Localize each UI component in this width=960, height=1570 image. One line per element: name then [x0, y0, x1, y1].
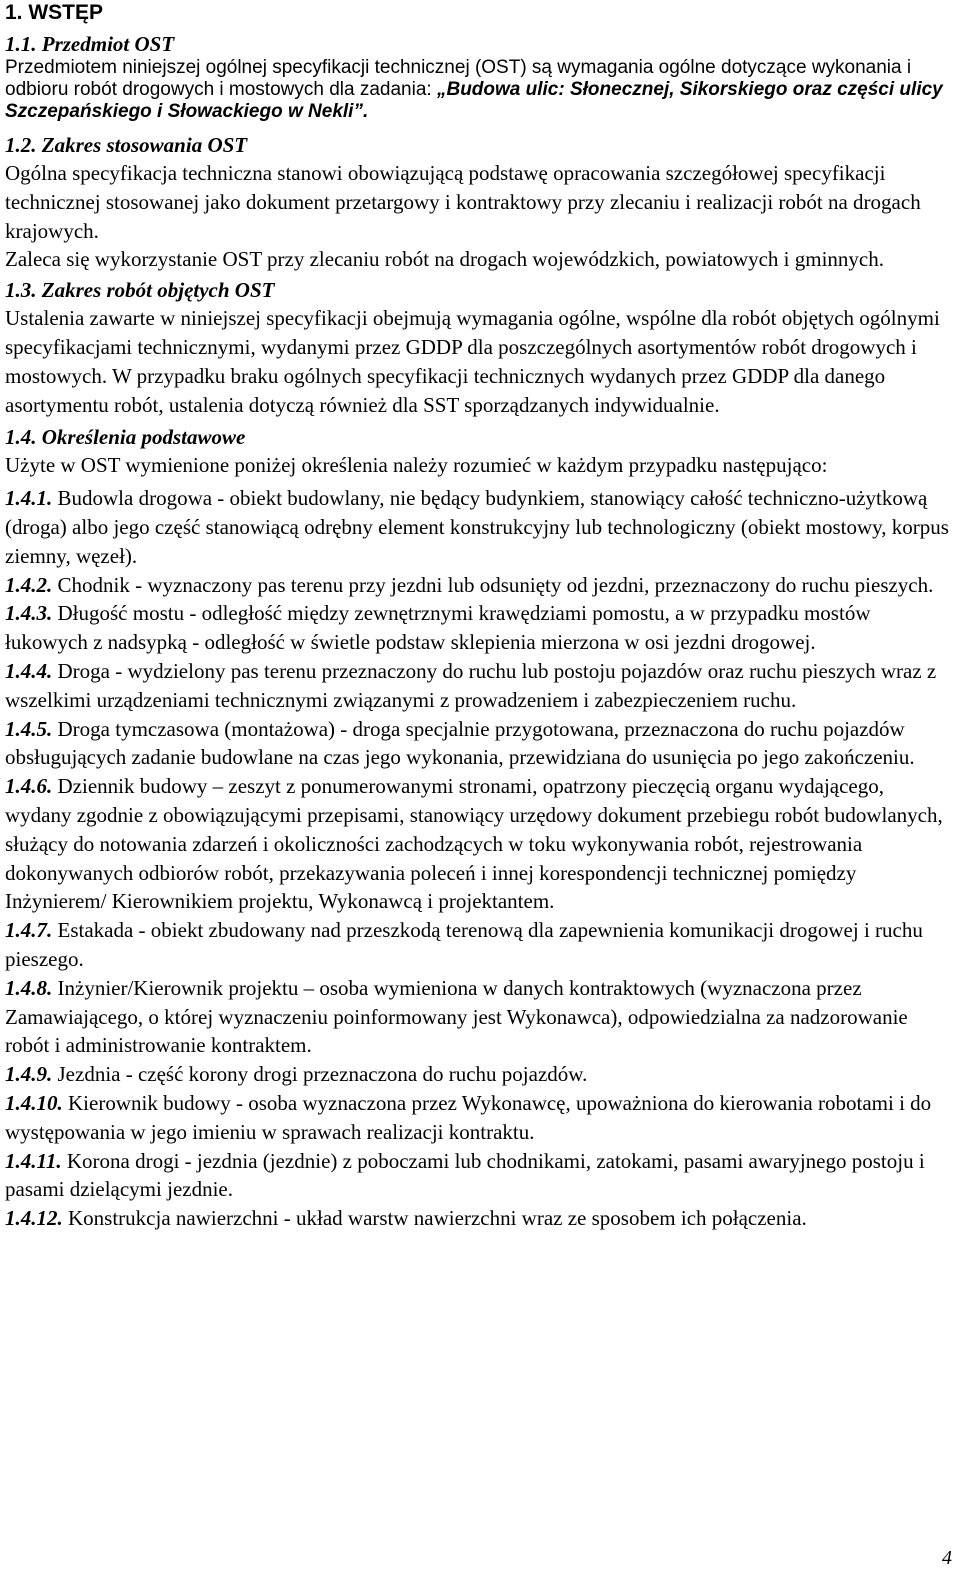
section-number: 1.2. — [5, 133, 37, 157]
page-number: 4 — [942, 1547, 952, 1569]
definition-item — [5, 1204, 953, 1233]
definition-item — [5, 657, 953, 715]
section-heading-1-1 — [5, 31, 953, 57]
section-number: 1.4. — [5, 425, 37, 450]
section-title: Określenia podstawowe — [41, 425, 246, 450]
definition-item — [5, 1089, 953, 1147]
section-heading-1-2 — [5, 131, 953, 159]
definition-text: Inżynier/Kierownik projektu – osoba wymieniona w danych kontraktowych (wyznaczona przez Zamawiającego, o której wyznaczeniu poinformowany jest Wykonawca), odpowiedzialna za nadzorowanie robót i administrowanie kontraktem. — [5, 975, 908, 1058]
definition-item — [5, 1060, 953, 1089]
definition-item — [5, 1147, 953, 1205]
section-paragraph: Ustalenia zawarte w niniejszej specyfikacji obejmują wymagania ogólne, wspólne dla robót objętych ogólnymi specyfikacjami technicznymi, wydanymi przez GDDP dla poszczególnych asortymentów robót drogowych i mostowych. W przypadku braku ogólnych specyfikacji technicznych wydanych przez GDDP dla danego asortymentu robót, ustalenia dotyczą również dla SST sporządzanych indywidualnie. — [5, 306, 940, 417]
definition-item — [5, 599, 953, 657]
chapter-heading: 1. WSTĘP — [5, 1, 104, 24]
definition-item — [5, 484, 953, 570]
definition-item — [5, 916, 953, 974]
definition-number: 1.4.10. — [5, 1090, 63, 1115]
definition-text: Jezdnia - część korony drogi przeznaczona do ruchu pojazdów. — [57, 1062, 588, 1087]
definition-item — [5, 974, 953, 1060]
definition-number: 1.4.5. — [5, 716, 53, 741]
section-paragraph: Ogólna specyfikacja techniczna stanowi obowiązującą podstawę opracowania szczegółowej specyfikacji technicznej stosowanej jako dokument przetargowy i kontraktowy przy zlecaniu i realizacji robót na drogach krajowych. — [5, 161, 921, 243]
definition-number: 1.4.11. — [5, 1148, 62, 1173]
definition-number: 1.4.2. — [5, 572, 53, 597]
definition-text: Estakada - obiekt zbudowany nad przeszkodą terenową dla zapewnienia komunikacji drogowej i ruchu pieszego. — [5, 918, 923, 971]
definition-number: 1.4.6. — [5, 774, 53, 799]
definition-text: Droga - wydzielony pas terenu przeznaczony do ruchu lub postoju pojazdów oraz ruchu pieszych wraz z wszelkimi urządzeniami technicznymi związanymi z prowadzeniem i zabezpieczeniem ruchu. — [5, 658, 937, 712]
section-heading-1-4 — [5, 423, 953, 451]
definition-item — [5, 772, 953, 916]
definition-item — [5, 715, 953, 773]
definition-text: Droga tymczasowa (montażowa) - droga specjalnie przygotowana, przeznaczona do ruchu pojazdów obsługujących zadanie budowlane na czas jego wykonania, przewidziana do usunięcia po jego zakończeniu. — [5, 716, 915, 770]
document-page — [5, 0, 953, 1233]
definition-text: Korona drogi - jezdnia (jezdnie) z poboczami lub chodnikami, zatokami, pasami awaryjnego postoju i pasami dzielącymi jezdnie. — [5, 1148, 925, 1202]
definition-number: 1.4.9. — [5, 1062, 53, 1087]
definition-text: Chodnik - wyznaczony pas terenu przy jezdni lub odsunięty od jezdni, przeznaczony do ruchu pieszych. — [57, 572, 934, 597]
section-paragraph: Zaleca się wykorzystanie OST przy zlecaniu robót na drogach wojewódzkich, powiatowych i gminnych. — [5, 247, 885, 272]
section-number: 1.3. — [5, 278, 37, 303]
section-1-1-intro: Przedmiotem niniejszej ogólnej specyfikacji technicznej (OST) są wymagania ogólne dotyczące wykonania i odbioru robót drogowych i mostowych dla zadania: — [5, 57, 912, 100]
definition-item — [5, 571, 953, 600]
definition-number: 1.4.8. — [5, 975, 53, 1000]
definition-number: 1.4.1. — [5, 486, 53, 511]
section-heading-1-3 — [5, 276, 953, 304]
definition-number: 1.4.7. — [5, 918, 53, 943]
section-title: Przedmiot OST — [41, 32, 175, 56]
project-title: „Budowa ulic: Słonecznej, Sikorskiego oraz części ulicy Szczepańskiego i Słowackiego w Nekli”. — [5, 79, 943, 122]
definition-number: 1.4.4. — [5, 658, 53, 683]
definition-text: Dziennik budowy – zeszyt z ponumerowanymi stronami, opatrzony pieczęcią organu wydającego, wydany zgodnie z obowiązującymi przepisami, stanowiący urzędowy dokument przebiegu robót budowlanych, służący do notowania zdarzeń i okoliczności zachodzących w toku wykonywania robót, rejestrowania dokonywanych odbiorów robót, przekazywania poleceń i innej korespondencji technicznej pomiędzy Inżynierem/ Kierownikiem projektu, Wykonawcą i projektantem. — [5, 774, 943, 914]
definition-number: 1.4.12. — [5, 1206, 63, 1231]
definition-number: 1.4.3. — [5, 601, 53, 626]
section-number: 1.1. — [5, 32, 37, 56]
definition-text: Kierownik budowy - osoba wyznaczona przez Wykonawcę, upoważniona do kierowania robotami i do występowania w jego imieniu w sprawach realizacji kontraktu. — [5, 1090, 932, 1144]
section-title: Zakres stosowania OST — [41, 133, 248, 157]
definition-text: Budowla drogowa - obiekt budowlany, nie będący budynkiem, stanowiący całość techniczno-użytkową (droga) albo jego część stanowiącą odrębny element konstrukcyjny lub technologiczny (obiekt mostowy, korpus ziemny, węzeł). — [5, 486, 949, 568]
section-paragraph: Użyte w OST wymienione poniżej określenia należy rozumieć w każdym przypadku następująco: — [5, 453, 828, 478]
section-1-1-body — [5, 57, 953, 123]
definition-text: Długość mostu - odległość między zewnętrznymi krawędziami pomostu, a w przypadku mostów łukowych z nadsypką - odległość w świetle podstaw sklepienia mierzona w osi jezdni drogowej. — [5, 601, 871, 655]
section-title: Zakres robót objętych OST — [41, 278, 275, 303]
definition-text: Konstrukcja nawierzchni - układ warstw nawierzchni wraz ze sposobem ich połączenia. — [68, 1206, 807, 1231]
